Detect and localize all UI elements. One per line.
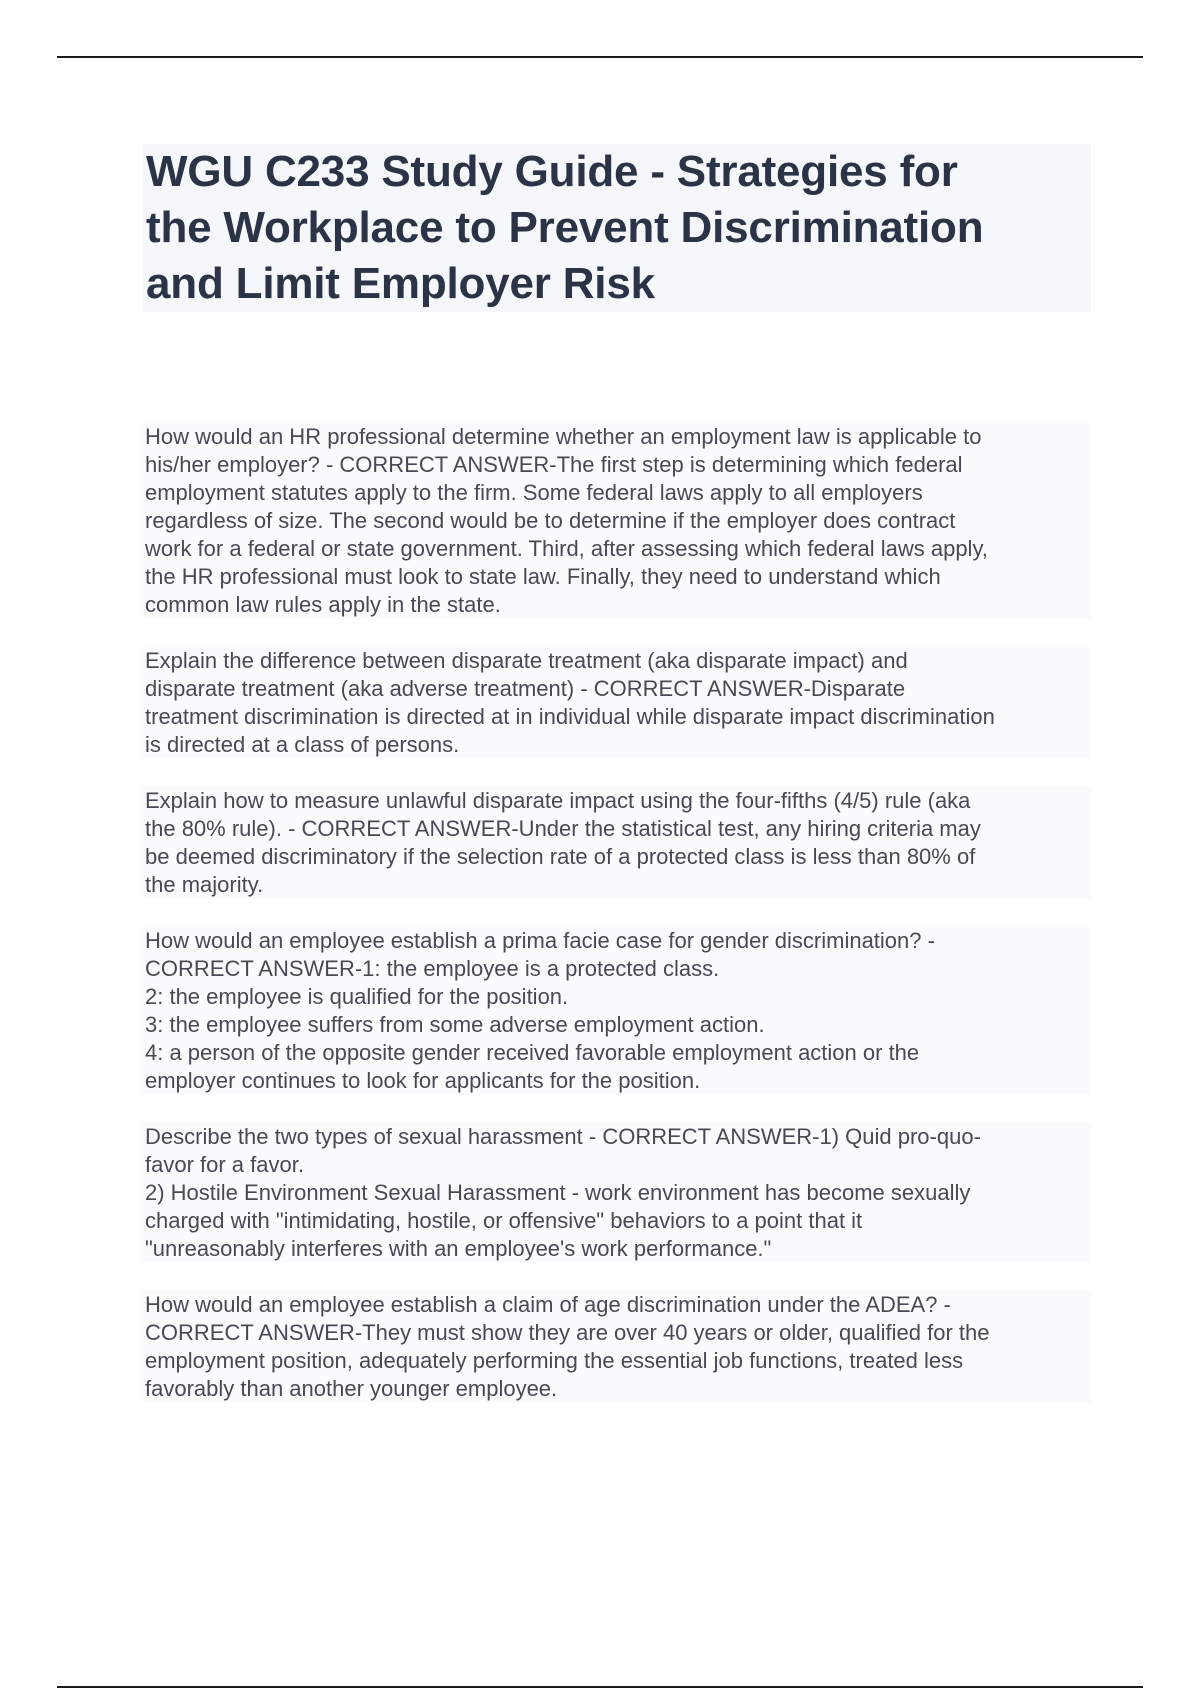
qa-item-gender-discrimination: How would an employee establish a prima facie case for gender discrimination? - CORRECT ANSWER-1: the employee is a protected class. 2: the employee is qualified for the position. 3: the employee suffers from some adverse employment action. 4: a person of the opposite gender received favorable employment action or the employer continues to look for applicants for the position. <box>143 927 1091 1095</box>
top-divider <box>57 56 1143 58</box>
bottom-divider <box>57 1686 1143 1688</box>
qa-item-law-applicability: How would an HR professional determine whether an employment law is applicable to his/her employer? - CORRECT ANSWER-The first step is determining which federal employment statutes apply to the firm. Some federal laws apply to all employers regardless of size. The second would be to determine if the employer does contract work for a federal or state government. Third, after assessing which federal laws apply, the HR professional must look to state law. Finally, they need to understand which common law rules apply in the state. <box>143 423 1091 619</box>
qa-list <box>143 423 1091 1431</box>
qa-item-disparate-treatment: Explain the difference between disparate treatment (aka disparate impact) and disparate treatment (aka adverse treatment) - CORRECT ANSWER-Disparate treatment discrimination is directed at in individual while disparate impact discrimination is directed at a class of persons. <box>143 647 1091 759</box>
qa-item-sexual-harassment: Describe the two types of sexual harassment - CORRECT ANSWER-1) Quid pro-quo- favor for a favor. 2) Hostile Environment Sexual Harassment - work environment has become sexually charged with "intimidating, hostile, or offensive" behaviors to a point that it "unreasonably interferes with an employee's work performance." <box>143 1123 1091 1263</box>
document-title: WGU C233 Study Guide - Strategies for the Workplace to Prevent Discrimination and Limit Employer Risk <box>146 147 984 308</box>
qa-item-age-discrimination: How would an employee establish a claim of age discrimination under the ADEA? - CORRECT ANSWER-They must show they are over 40 years or older, qualified for the employment position, adequately performing the essential job functions, treated less favorably than another younger employee. <box>143 1291 1091 1403</box>
title-block <box>143 144 1091 312</box>
qa-item-four-fifths-rule: Explain how to measure unlawful disparate impact using the four-fifths (4/5) rule (aka the 80% rule). - CORRECT ANSWER-Under the statistical test, any hiring criteria may be deemed discriminatory if the selection rate of a protected class is less than 80% of the majority. <box>143 787 1091 899</box>
